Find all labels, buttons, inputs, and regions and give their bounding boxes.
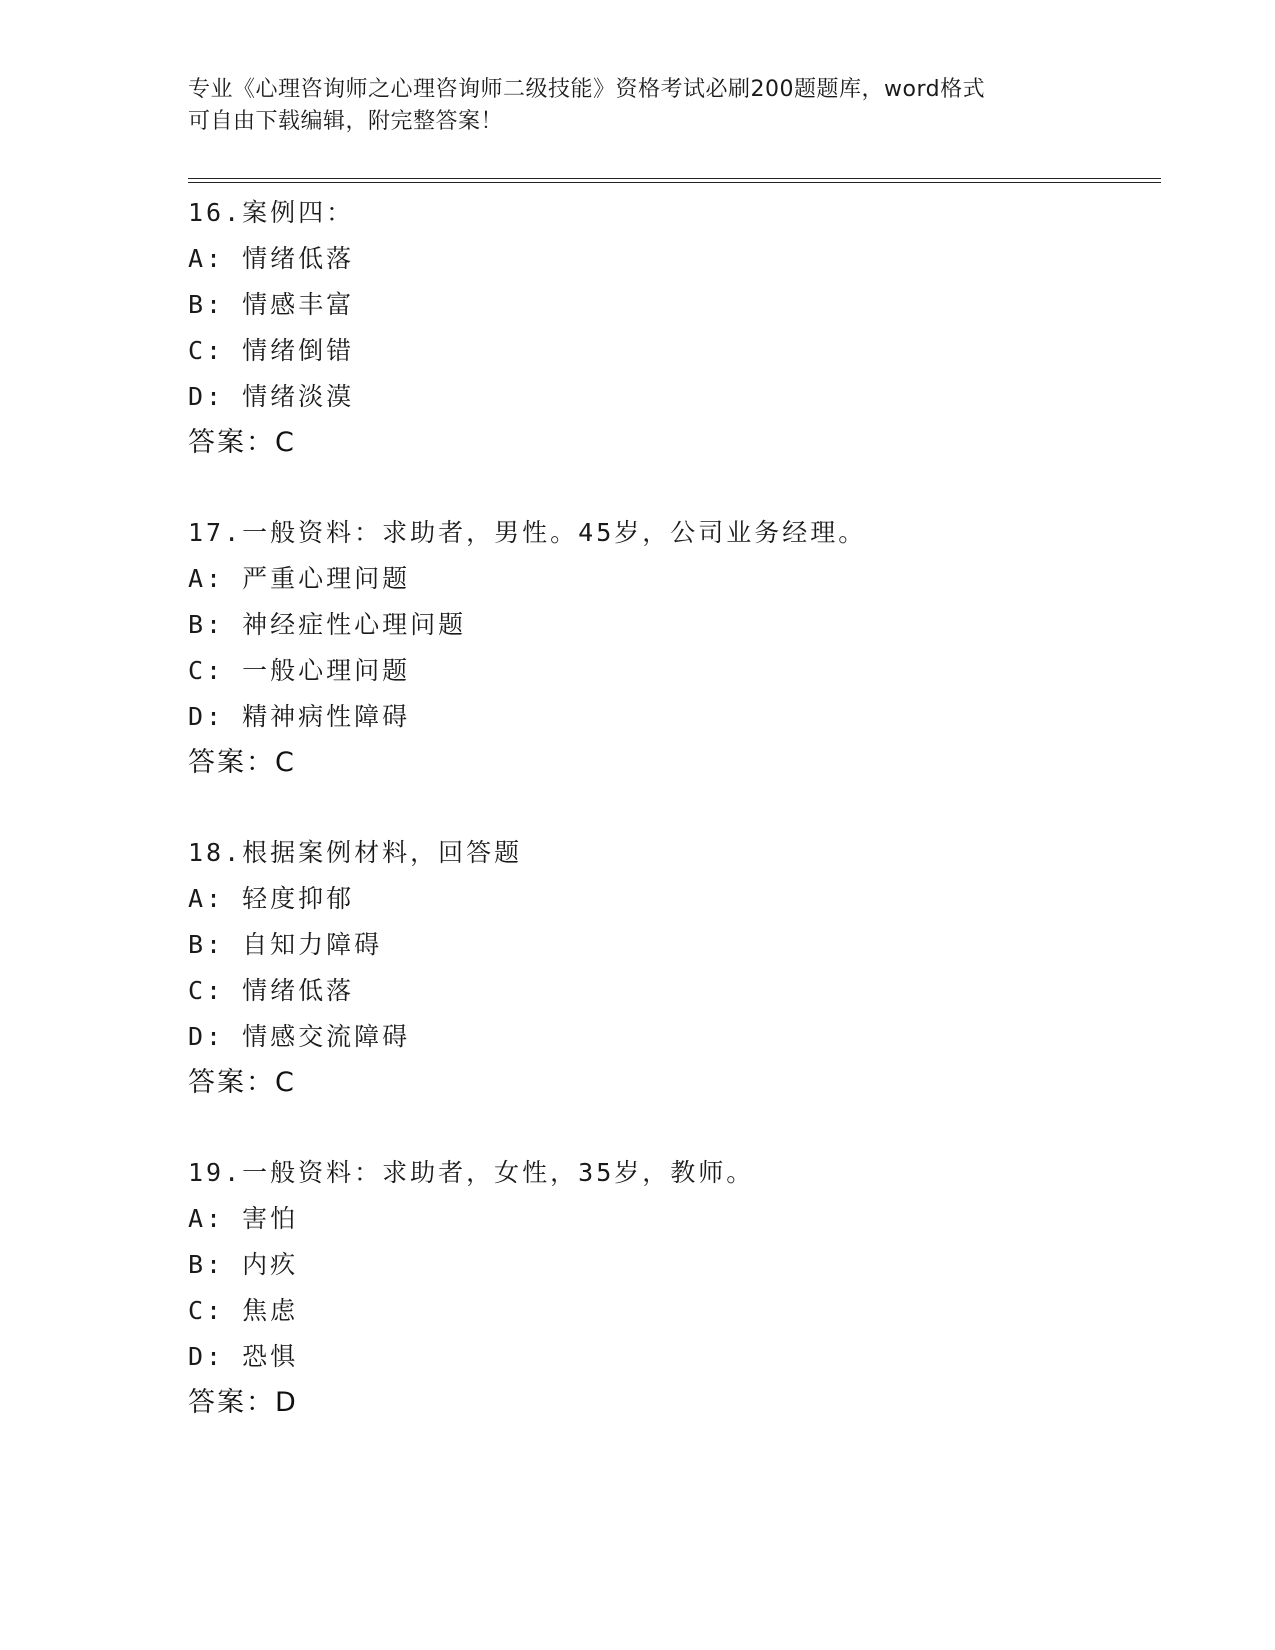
option-d: D: 情感交流障碍 <box>188 1022 411 1051</box>
question-stem: 19.一般资料：求助者，女性，35岁，教师。 <box>188 1158 755 1187</box>
option-a: A: 严重心理问题 <box>188 564 411 593</box>
question-gap <box>188 1106 1088 1150</box>
question-list <box>188 190 1088 1426</box>
question-18 <box>188 830 1088 1106</box>
option-c: C: 焦虑 <box>188 1296 299 1325</box>
document-header <box>188 74 1088 138</box>
question-stem: 17.一般资料：求助者，男性。45岁，公司业务经理。 <box>188 518 867 547</box>
answer-line <box>188 1380 1088 1426</box>
question-17 <box>188 510 1088 786</box>
option-b: B: 自知力障碍 <box>188 930 383 959</box>
answer-line <box>188 420 1088 466</box>
answer-label: 答案： <box>188 1387 275 1418</box>
option-d: D: 精神病性障碍 <box>188 702 411 731</box>
option-a: A: 情绪低落 <box>188 244 355 273</box>
answer-label: 答案： <box>188 427 275 458</box>
header-line-2: 可自由下载编辑，附完整答案！ <box>188 109 504 134</box>
option-c: C: 一般心理问题 <box>188 656 411 685</box>
option-d: D: 情绪淡漠 <box>188 382 355 411</box>
option-b: B: 神经症性心理问题 <box>188 610 467 639</box>
question-stem: 16.案例四： <box>188 198 355 227</box>
answer-value: C <box>275 1067 294 1098</box>
answer-label: 答案： <box>188 1067 275 1098</box>
option-b: B: 情感丰富 <box>188 290 355 319</box>
question-stem: 18.根据案例材料，回答题 <box>188 838 523 867</box>
question-16 <box>188 190 1088 466</box>
option-c: C: 情绪低落 <box>188 976 355 1005</box>
header-divider <box>188 178 1161 183</box>
question-gap <box>188 466 1088 510</box>
option-a: A: 害怕 <box>188 1204 299 1233</box>
header-line-1: 专业《心理咨询师之心理咨询师二级技能》资格考试必刷200题题库，word格式 <box>188 77 986 102</box>
answer-line <box>188 740 1088 786</box>
answer-value: D <box>275 1387 296 1418</box>
option-a: A: 轻度抑郁 <box>188 884 355 913</box>
answer-label: 答案： <box>188 747 275 778</box>
question-19 <box>188 1150 1088 1426</box>
option-d: D: 恐惧 <box>188 1342 299 1371</box>
option-c: C: 情绪倒错 <box>188 336 355 365</box>
answer-value: C <box>275 747 294 778</box>
option-b: B: 内疚 <box>188 1250 299 1279</box>
answer-line <box>188 1060 1088 1106</box>
question-gap <box>188 786 1088 830</box>
answer-value: C <box>275 427 294 458</box>
